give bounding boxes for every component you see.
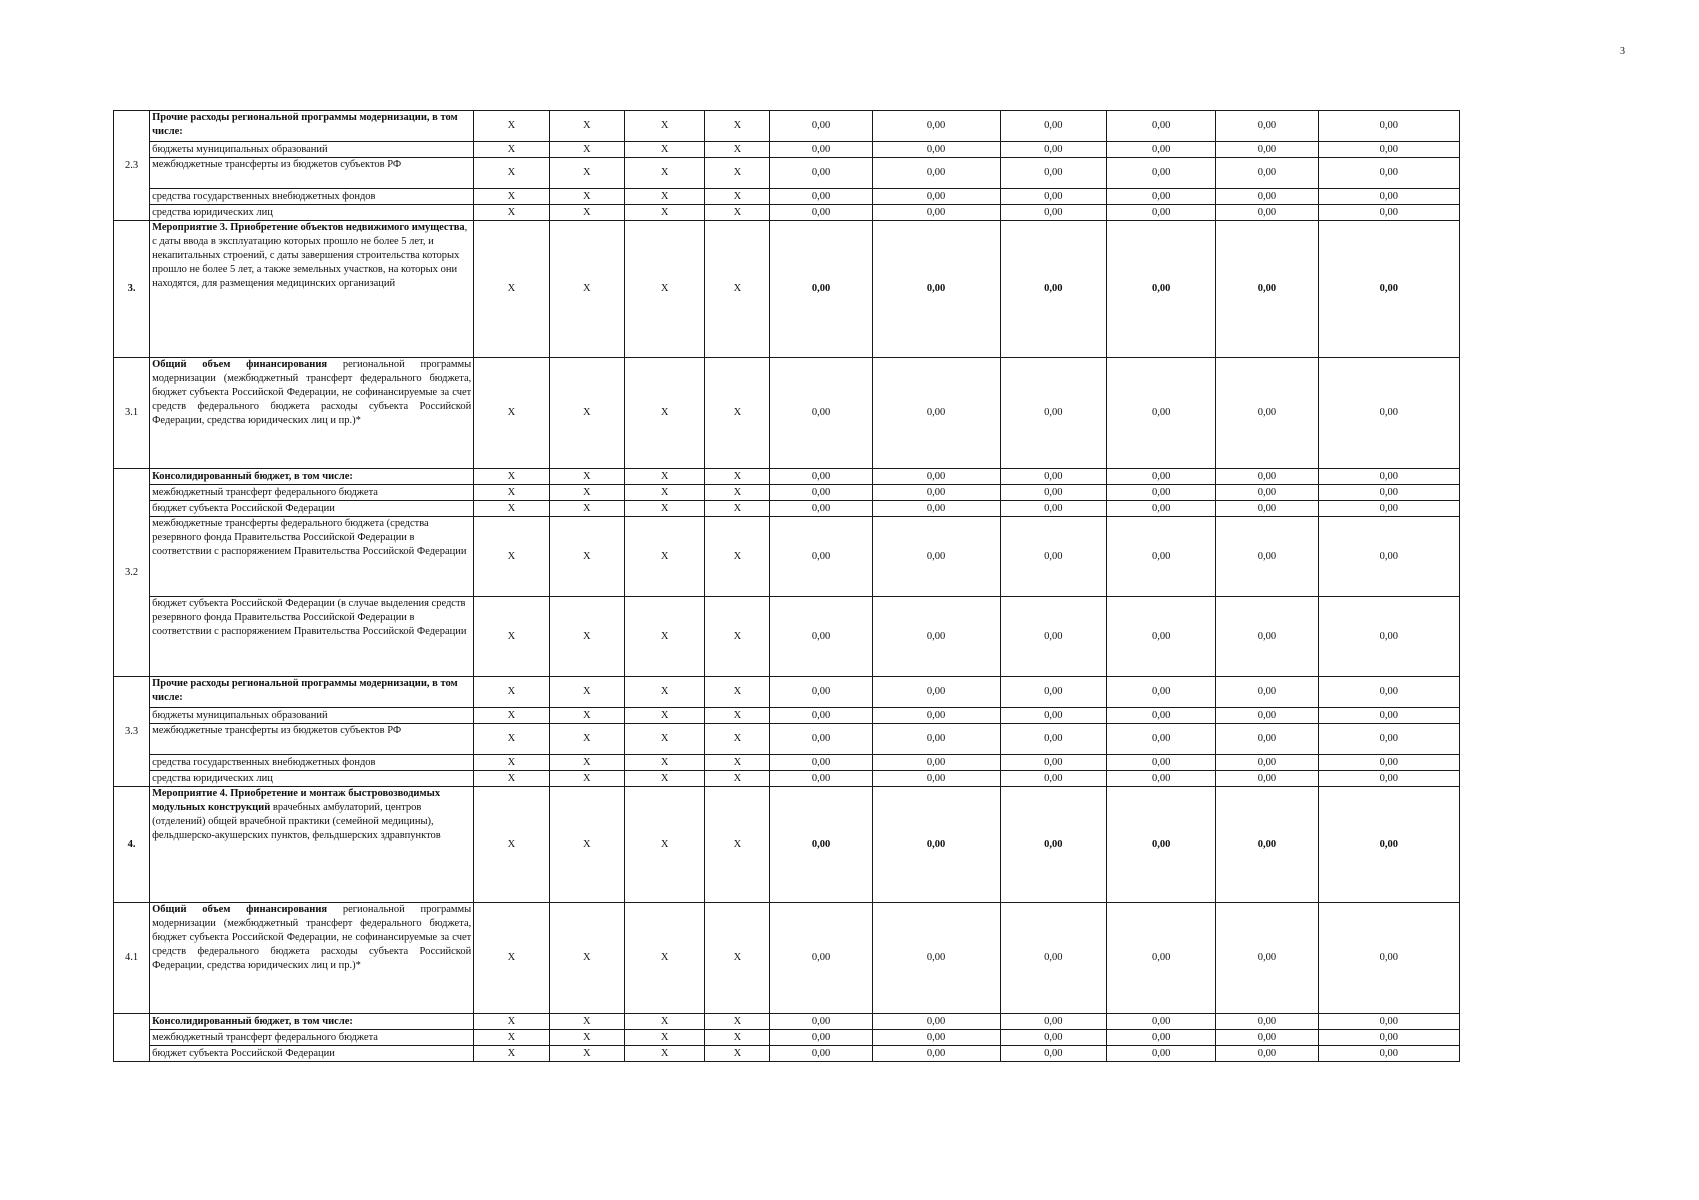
cell-x: X bbox=[624, 485, 705, 501]
cell-value: 0,00 bbox=[770, 221, 872, 358]
cell-value: 0,00 bbox=[1106, 597, 1215, 677]
cell-value: 0,00 bbox=[1106, 358, 1215, 469]
cell-x: X bbox=[705, 469, 770, 485]
cell-x: X bbox=[549, 771, 624, 787]
cell-x: X bbox=[705, 597, 770, 677]
cell-x: X bbox=[474, 708, 549, 724]
table-row bbox=[114, 903, 1460, 1014]
cell-value: 0,00 bbox=[1106, 517, 1215, 597]
row-label: бюджет субъекта Российской Федерации bbox=[150, 1046, 474, 1062]
cell-x: X bbox=[549, 597, 624, 677]
row-label: средства юридических лиц bbox=[150, 771, 474, 787]
cell-value: 0,00 bbox=[1216, 724, 1318, 755]
row-index: 2.3 bbox=[114, 111, 150, 221]
cell-value: 0,00 bbox=[1106, 142, 1215, 158]
cell-value: 0,00 bbox=[1000, 771, 1106, 787]
cell-x: X bbox=[549, 189, 624, 205]
measure-4-title: Мероприятие 4. Приобретение и монтаж быстровозводимых модульных конструкций bbox=[152, 788, 441, 813]
cell-value: 0,00 bbox=[1106, 787, 1215, 903]
table-row bbox=[114, 469, 1460, 485]
cell-x: X bbox=[705, 903, 770, 1014]
cell-value: 0,00 bbox=[770, 771, 872, 787]
cell-x: X bbox=[705, 221, 770, 358]
row-index: 4. bbox=[114, 787, 150, 903]
cell-value: 0,00 bbox=[1106, 111, 1215, 142]
cell-x: X bbox=[705, 724, 770, 755]
cell-value: 0,00 bbox=[770, 485, 872, 501]
cell-x: X bbox=[474, 517, 549, 597]
cell-x: X bbox=[474, 205, 549, 221]
cell-x: X bbox=[624, 1030, 705, 1046]
cell-value: 0,00 bbox=[1216, 677, 1318, 708]
cell-value: 0,00 bbox=[1106, 755, 1215, 771]
cell-value: 0,00 bbox=[1216, 1046, 1318, 1062]
row-label: средства государственных внебюджетных фондов bbox=[150, 755, 474, 771]
row-label bbox=[150, 358, 474, 469]
cell-x: X bbox=[549, 158, 624, 189]
cell-value: 0,00 bbox=[1318, 111, 1459, 142]
cell-value: 0,00 bbox=[770, 142, 872, 158]
cell-value: 0,00 bbox=[770, 903, 872, 1014]
cell-value: 0,00 bbox=[1318, 158, 1459, 189]
cell-x: X bbox=[624, 597, 705, 677]
cell-value: 0,00 bbox=[1106, 205, 1215, 221]
cell-x: X bbox=[474, 755, 549, 771]
cell-value: 0,00 bbox=[1216, 221, 1318, 358]
cell-x: X bbox=[474, 1046, 549, 1062]
cell-x: X bbox=[474, 771, 549, 787]
cell-value: 0,00 bbox=[770, 1030, 872, 1046]
cell-value: 0,00 bbox=[770, 205, 872, 221]
cell-x: X bbox=[474, 111, 549, 142]
table-row bbox=[114, 724, 1460, 755]
cell-value: 0,00 bbox=[1000, 485, 1106, 501]
cell-value: 0,00 bbox=[1318, 517, 1459, 597]
cell-x: X bbox=[474, 787, 549, 903]
cell-value: 0,00 bbox=[1216, 708, 1318, 724]
table-row bbox=[114, 111, 1460, 142]
cell-value: 0,00 bbox=[1318, 205, 1459, 221]
cell-value: 0,00 bbox=[1106, 903, 1215, 1014]
cell-x: X bbox=[549, 1014, 624, 1030]
cell-x: X bbox=[624, 358, 705, 469]
cell-value: 0,00 bbox=[1106, 771, 1215, 787]
cell-x: X bbox=[474, 158, 549, 189]
cell-x: X bbox=[705, 158, 770, 189]
cell-x: X bbox=[705, 501, 770, 517]
cell-x: X bbox=[624, 724, 705, 755]
cell-x: X bbox=[705, 485, 770, 501]
cell-x: X bbox=[474, 597, 549, 677]
cell-value: 0,00 bbox=[1000, 903, 1106, 1014]
cell-value: 0,00 bbox=[872, 1014, 1000, 1030]
cell-value: 0,00 bbox=[1216, 485, 1318, 501]
table-row bbox=[114, 755, 1460, 771]
table-row bbox=[114, 142, 1460, 158]
row-index: 3.2 bbox=[114, 469, 150, 677]
cell-value: 0,00 bbox=[1318, 771, 1459, 787]
row-label: средства государственных внебюджетных фондов bbox=[150, 189, 474, 205]
total-financing-description: региональной программы модернизации (межбюджетный трансферт федерального бюджета, бюджет субъекта Российской Федерации, не софинансируемые за счет средств федерального бюджета расходы субъекта Российской Федерации, средства юридических лиц и пр.)* bbox=[152, 359, 472, 426]
cell-value: 0,00 bbox=[1318, 903, 1459, 1014]
table-row bbox=[114, 771, 1460, 787]
table-row bbox=[114, 517, 1460, 597]
cell-value: 0,00 bbox=[1216, 771, 1318, 787]
cell-value: 0,00 bbox=[1000, 221, 1106, 358]
table-row bbox=[114, 158, 1460, 189]
row-index: 4.1 bbox=[114, 903, 150, 1014]
cell-value: 0,00 bbox=[872, 755, 1000, 771]
cell-value: 0,00 bbox=[770, 158, 872, 189]
cell-value: 0,00 bbox=[1000, 708, 1106, 724]
cell-value: 0,00 bbox=[872, 158, 1000, 189]
cell-value: 0,00 bbox=[872, 205, 1000, 221]
cell-x: X bbox=[549, 1046, 624, 1062]
total-financing-description: региональной программы модернизации (межбюджетный трансферт федерального бюджета, бюджет субъекта Российской Федерации, не софинансируемые за счет средств федерального бюджета расходы субъекта Российской Федерации, средства юридических лиц и пр.)* bbox=[152, 904, 472, 971]
cell-value: 0,00 bbox=[1106, 485, 1215, 501]
cell-value: 0,00 bbox=[770, 111, 872, 142]
cell-value: 0,00 bbox=[872, 1046, 1000, 1062]
cell-x: X bbox=[624, 469, 705, 485]
row-label bbox=[150, 221, 474, 358]
cell-value: 0,00 bbox=[1216, 111, 1318, 142]
cell-x: X bbox=[474, 358, 549, 469]
cell-x: X bbox=[624, 221, 705, 358]
cell-value: 0,00 bbox=[1106, 501, 1215, 517]
cell-value: 0,00 bbox=[1106, 1046, 1215, 1062]
cell-x: X bbox=[549, 205, 624, 221]
cell-x: X bbox=[624, 142, 705, 158]
cell-x: X bbox=[549, 677, 624, 708]
row-label: бюджет субъекта Российской Федерации (в случае выделения средств резервного фонда Правительства Российской Федерации в соответствии с распоряжением Правительства Российской Федерации bbox=[150, 597, 474, 677]
cell-value: 0,00 bbox=[1216, 517, 1318, 597]
cell-value: 0,00 bbox=[1216, 597, 1318, 677]
cell-value: 0,00 bbox=[872, 221, 1000, 358]
cell-value: 0,00 bbox=[1318, 677, 1459, 708]
cell-value: 0,00 bbox=[770, 469, 872, 485]
cell-value: 0,00 bbox=[1000, 1014, 1106, 1030]
cell-value: 0,00 bbox=[1318, 1030, 1459, 1046]
row-label: Прочие расходы региональной программы модернизации, в том числе: bbox=[150, 111, 474, 142]
cell-x: X bbox=[549, 903, 624, 1014]
cell-x: X bbox=[624, 158, 705, 189]
cell-value: 0,00 bbox=[872, 724, 1000, 755]
page-number: 3 bbox=[1620, 46, 1625, 57]
cell-value: 0,00 bbox=[1000, 142, 1106, 158]
cell-value: 0,00 bbox=[1216, 205, 1318, 221]
cell-value: 0,00 bbox=[872, 358, 1000, 469]
cell-value: 0,00 bbox=[1106, 1030, 1215, 1046]
cell-value: 0,00 bbox=[872, 708, 1000, 724]
cell-x: X bbox=[549, 469, 624, 485]
cell-value: 0,00 bbox=[770, 1014, 872, 1030]
cell-x: X bbox=[549, 142, 624, 158]
cell-value: 0,00 bbox=[1318, 724, 1459, 755]
row-label: бюджеты муниципальных образований bbox=[150, 708, 474, 724]
cell-value: 0,00 bbox=[1318, 358, 1459, 469]
row-label: межбюджетные трансферты из бюджетов субъектов РФ bbox=[150, 724, 474, 755]
row-label: Консолидированный бюджет, в том числе: bbox=[150, 1014, 474, 1030]
cell-value: 0,00 bbox=[1000, 189, 1106, 205]
cell-x: X bbox=[624, 1014, 705, 1030]
cell-x: X bbox=[705, 205, 770, 221]
cell-x: X bbox=[624, 708, 705, 724]
table-row bbox=[114, 189, 1460, 205]
cell-value: 0,00 bbox=[1000, 501, 1106, 517]
cell-value: 0,00 bbox=[1000, 597, 1106, 677]
cell-value: 0,00 bbox=[1318, 501, 1459, 517]
cell-x: X bbox=[705, 787, 770, 903]
cell-x: X bbox=[549, 485, 624, 501]
cell-x: X bbox=[474, 903, 549, 1014]
cell-x: X bbox=[705, 111, 770, 142]
table-row bbox=[114, 597, 1460, 677]
cell-value: 0,00 bbox=[1318, 787, 1459, 903]
cell-value: 0,00 bbox=[1000, 755, 1106, 771]
cell-value: 0,00 bbox=[1106, 1014, 1215, 1030]
cell-x: X bbox=[549, 501, 624, 517]
cell-x: X bbox=[474, 221, 549, 358]
cell-value: 0,00 bbox=[1216, 358, 1318, 469]
cell-x: X bbox=[549, 517, 624, 597]
cell-value: 0,00 bbox=[872, 189, 1000, 205]
cell-value: 0,00 bbox=[1318, 597, 1459, 677]
cell-value: 0,00 bbox=[1318, 708, 1459, 724]
row-label: межбюджетные трансферты из бюджетов субъектов РФ bbox=[150, 158, 474, 189]
total-financing-title: Общий объем финансирования bbox=[152, 359, 328, 370]
row-label: Прочие расходы региональной программы модернизации, в том числе: bbox=[150, 677, 474, 708]
cell-x: X bbox=[624, 787, 705, 903]
cell-value: 0,00 bbox=[1318, 221, 1459, 358]
cell-value: 0,00 bbox=[1000, 1046, 1106, 1062]
cell-value: 0,00 bbox=[872, 517, 1000, 597]
cell-value: 0,00 bbox=[1216, 755, 1318, 771]
cell-x: X bbox=[549, 1030, 624, 1046]
cell-value: 0,00 bbox=[1216, 189, 1318, 205]
row-index bbox=[114, 1014, 150, 1062]
cell-value: 0,00 bbox=[770, 358, 872, 469]
cell-value: 0,00 bbox=[1000, 724, 1106, 755]
cell-x: X bbox=[624, 189, 705, 205]
row-label: межбюджетный трансферт федерального бюджета bbox=[150, 485, 474, 501]
cell-value: 0,00 bbox=[872, 771, 1000, 787]
table-row bbox=[114, 787, 1460, 903]
cell-value: 0,00 bbox=[1318, 469, 1459, 485]
cell-x: X bbox=[705, 358, 770, 469]
cell-value: 0,00 bbox=[872, 903, 1000, 1014]
row-label: бюджет субъекта Российской Федерации bbox=[150, 501, 474, 517]
row-label bbox=[150, 787, 474, 903]
total-financing-title: Общий объем финансирования bbox=[152, 904, 328, 915]
table-row bbox=[114, 358, 1460, 469]
cell-value: 0,00 bbox=[770, 708, 872, 724]
row-label: бюджеты муниципальных образований bbox=[150, 142, 474, 158]
cell-value: 0,00 bbox=[1318, 485, 1459, 501]
cell-value: 0,00 bbox=[872, 142, 1000, 158]
cell-value: 0,00 bbox=[1000, 358, 1106, 469]
cell-x: X bbox=[474, 1014, 549, 1030]
cell-x: X bbox=[705, 1030, 770, 1046]
cell-x: X bbox=[624, 771, 705, 787]
cell-x: X bbox=[474, 142, 549, 158]
cell-value: 0,00 bbox=[1216, 1030, 1318, 1046]
table-row bbox=[114, 221, 1460, 358]
row-label: Консолидированный бюджет, в том числе: bbox=[150, 469, 474, 485]
cell-x: X bbox=[624, 755, 705, 771]
cell-value: 0,00 bbox=[1216, 158, 1318, 189]
cell-x: X bbox=[549, 755, 624, 771]
cell-x: X bbox=[705, 517, 770, 597]
cell-value: 0,00 bbox=[1106, 724, 1215, 755]
row-index: 3.1 bbox=[114, 358, 150, 469]
cell-x: X bbox=[624, 677, 705, 708]
row-index: 3. bbox=[114, 221, 150, 358]
cell-x: X bbox=[474, 469, 549, 485]
cell-x: X bbox=[549, 111, 624, 142]
cell-x: X bbox=[705, 708, 770, 724]
cell-value: 0,00 bbox=[1216, 469, 1318, 485]
table-row bbox=[114, 708, 1460, 724]
cell-x: X bbox=[474, 501, 549, 517]
table-row bbox=[114, 205, 1460, 221]
cell-x: X bbox=[705, 771, 770, 787]
cell-value: 0,00 bbox=[1318, 189, 1459, 205]
measure-3-description: , с даты ввода в эксплуатацию которых прошло не более 5 лет, и некапитальных строений, с даты завершения строительства которых прошло не более 5 лет, а также земельных участков, на которых они находятся, для размещения медицинских организаций bbox=[152, 222, 468, 289]
table-row bbox=[114, 501, 1460, 517]
cell-value: 0,00 bbox=[872, 787, 1000, 903]
table-row bbox=[114, 1046, 1460, 1062]
measure-4-description: врачебных амбулаторий, центров (отделений) общей врачебной практики (семейной медицины), фельдшерско-акушерских пунктов, фельдшерских здравпунктов bbox=[152, 802, 441, 841]
cell-value: 0,00 bbox=[1000, 787, 1106, 903]
cell-x: X bbox=[705, 677, 770, 708]
cell-value: 0,00 bbox=[1106, 189, 1215, 205]
cell-x: X bbox=[474, 485, 549, 501]
cell-value: 0,00 bbox=[872, 111, 1000, 142]
cell-value: 0,00 bbox=[1216, 142, 1318, 158]
cell-value: 0,00 bbox=[770, 724, 872, 755]
cell-value: 0,00 bbox=[1106, 708, 1215, 724]
cell-x: X bbox=[705, 1046, 770, 1062]
measure-3-title: Мероприятие 3. Приобретение объектов недвижимого имущества bbox=[152, 222, 465, 233]
cell-x: X bbox=[624, 903, 705, 1014]
cell-value: 0,00 bbox=[1216, 1014, 1318, 1030]
cell-x: X bbox=[705, 755, 770, 771]
cell-value: 0,00 bbox=[770, 677, 872, 708]
row-index: 3.3 bbox=[114, 677, 150, 787]
cell-value: 0,00 bbox=[1318, 1046, 1459, 1062]
cell-value: 0,00 bbox=[1216, 787, 1318, 903]
cell-x: X bbox=[624, 1046, 705, 1062]
cell-x: X bbox=[705, 142, 770, 158]
cell-value: 0,00 bbox=[1106, 221, 1215, 358]
row-label: межбюджетные трансферты федерального бюджета (средства резервного фонда Правительства Российской Федерации в соответствии с распоряжением Правительства Российской Федерации bbox=[150, 517, 474, 597]
row-label: средства юридических лиц bbox=[150, 205, 474, 221]
cell-value: 0,00 bbox=[1106, 469, 1215, 485]
table-row bbox=[114, 485, 1460, 501]
cell-value: 0,00 bbox=[1318, 1014, 1459, 1030]
cell-value: 0,00 bbox=[1106, 158, 1215, 189]
cell-value: 0,00 bbox=[1000, 205, 1106, 221]
cell-x: X bbox=[624, 111, 705, 142]
cell-value: 0,00 bbox=[1000, 469, 1106, 485]
cell-x: X bbox=[705, 189, 770, 205]
cell-value: 0,00 bbox=[1106, 677, 1215, 708]
cell-x: X bbox=[474, 724, 549, 755]
cell-x: X bbox=[549, 724, 624, 755]
cell-value: 0,00 bbox=[1318, 142, 1459, 158]
cell-x: X bbox=[549, 787, 624, 903]
cell-value: 0,00 bbox=[872, 469, 1000, 485]
row-label bbox=[150, 903, 474, 1014]
cell-x: X bbox=[474, 1030, 549, 1046]
cell-value: 0,00 bbox=[1216, 903, 1318, 1014]
cell-value: 0,00 bbox=[1216, 501, 1318, 517]
cell-value: 0,00 bbox=[770, 787, 872, 903]
cell-value: 0,00 bbox=[872, 485, 1000, 501]
cell-value: 0,00 bbox=[1000, 1030, 1106, 1046]
cell-value: 0,00 bbox=[1000, 111, 1106, 142]
budget-table bbox=[113, 110, 1460, 1062]
table-row bbox=[114, 1030, 1460, 1046]
cell-value: 0,00 bbox=[770, 597, 872, 677]
cell-x: X bbox=[549, 708, 624, 724]
cell-x: X bbox=[624, 205, 705, 221]
cell-x: X bbox=[705, 1014, 770, 1030]
cell-x: X bbox=[474, 677, 549, 708]
cell-x: X bbox=[624, 501, 705, 517]
cell-value: 0,00 bbox=[770, 517, 872, 597]
cell-value: 0,00 bbox=[872, 677, 1000, 708]
cell-value: 0,00 bbox=[1318, 755, 1459, 771]
table-row bbox=[114, 677, 1460, 708]
cell-value: 0,00 bbox=[770, 189, 872, 205]
cell-x: X bbox=[624, 517, 705, 597]
cell-value: 0,00 bbox=[872, 501, 1000, 517]
cell-value: 0,00 bbox=[770, 755, 872, 771]
row-label: межбюджетный трансферт федерального бюджета bbox=[150, 1030, 474, 1046]
cell-x: X bbox=[549, 358, 624, 469]
cell-value: 0,00 bbox=[770, 1046, 872, 1062]
cell-x: X bbox=[474, 189, 549, 205]
cell-value: 0,00 bbox=[872, 1030, 1000, 1046]
cell-value: 0,00 bbox=[1000, 517, 1106, 597]
cell-value: 0,00 bbox=[1000, 677, 1106, 708]
cell-value: 0,00 bbox=[770, 501, 872, 517]
cell-value: 0,00 bbox=[872, 597, 1000, 677]
table-row bbox=[114, 1014, 1460, 1030]
cell-x: X bbox=[549, 221, 624, 358]
cell-value: 0,00 bbox=[1000, 158, 1106, 189]
